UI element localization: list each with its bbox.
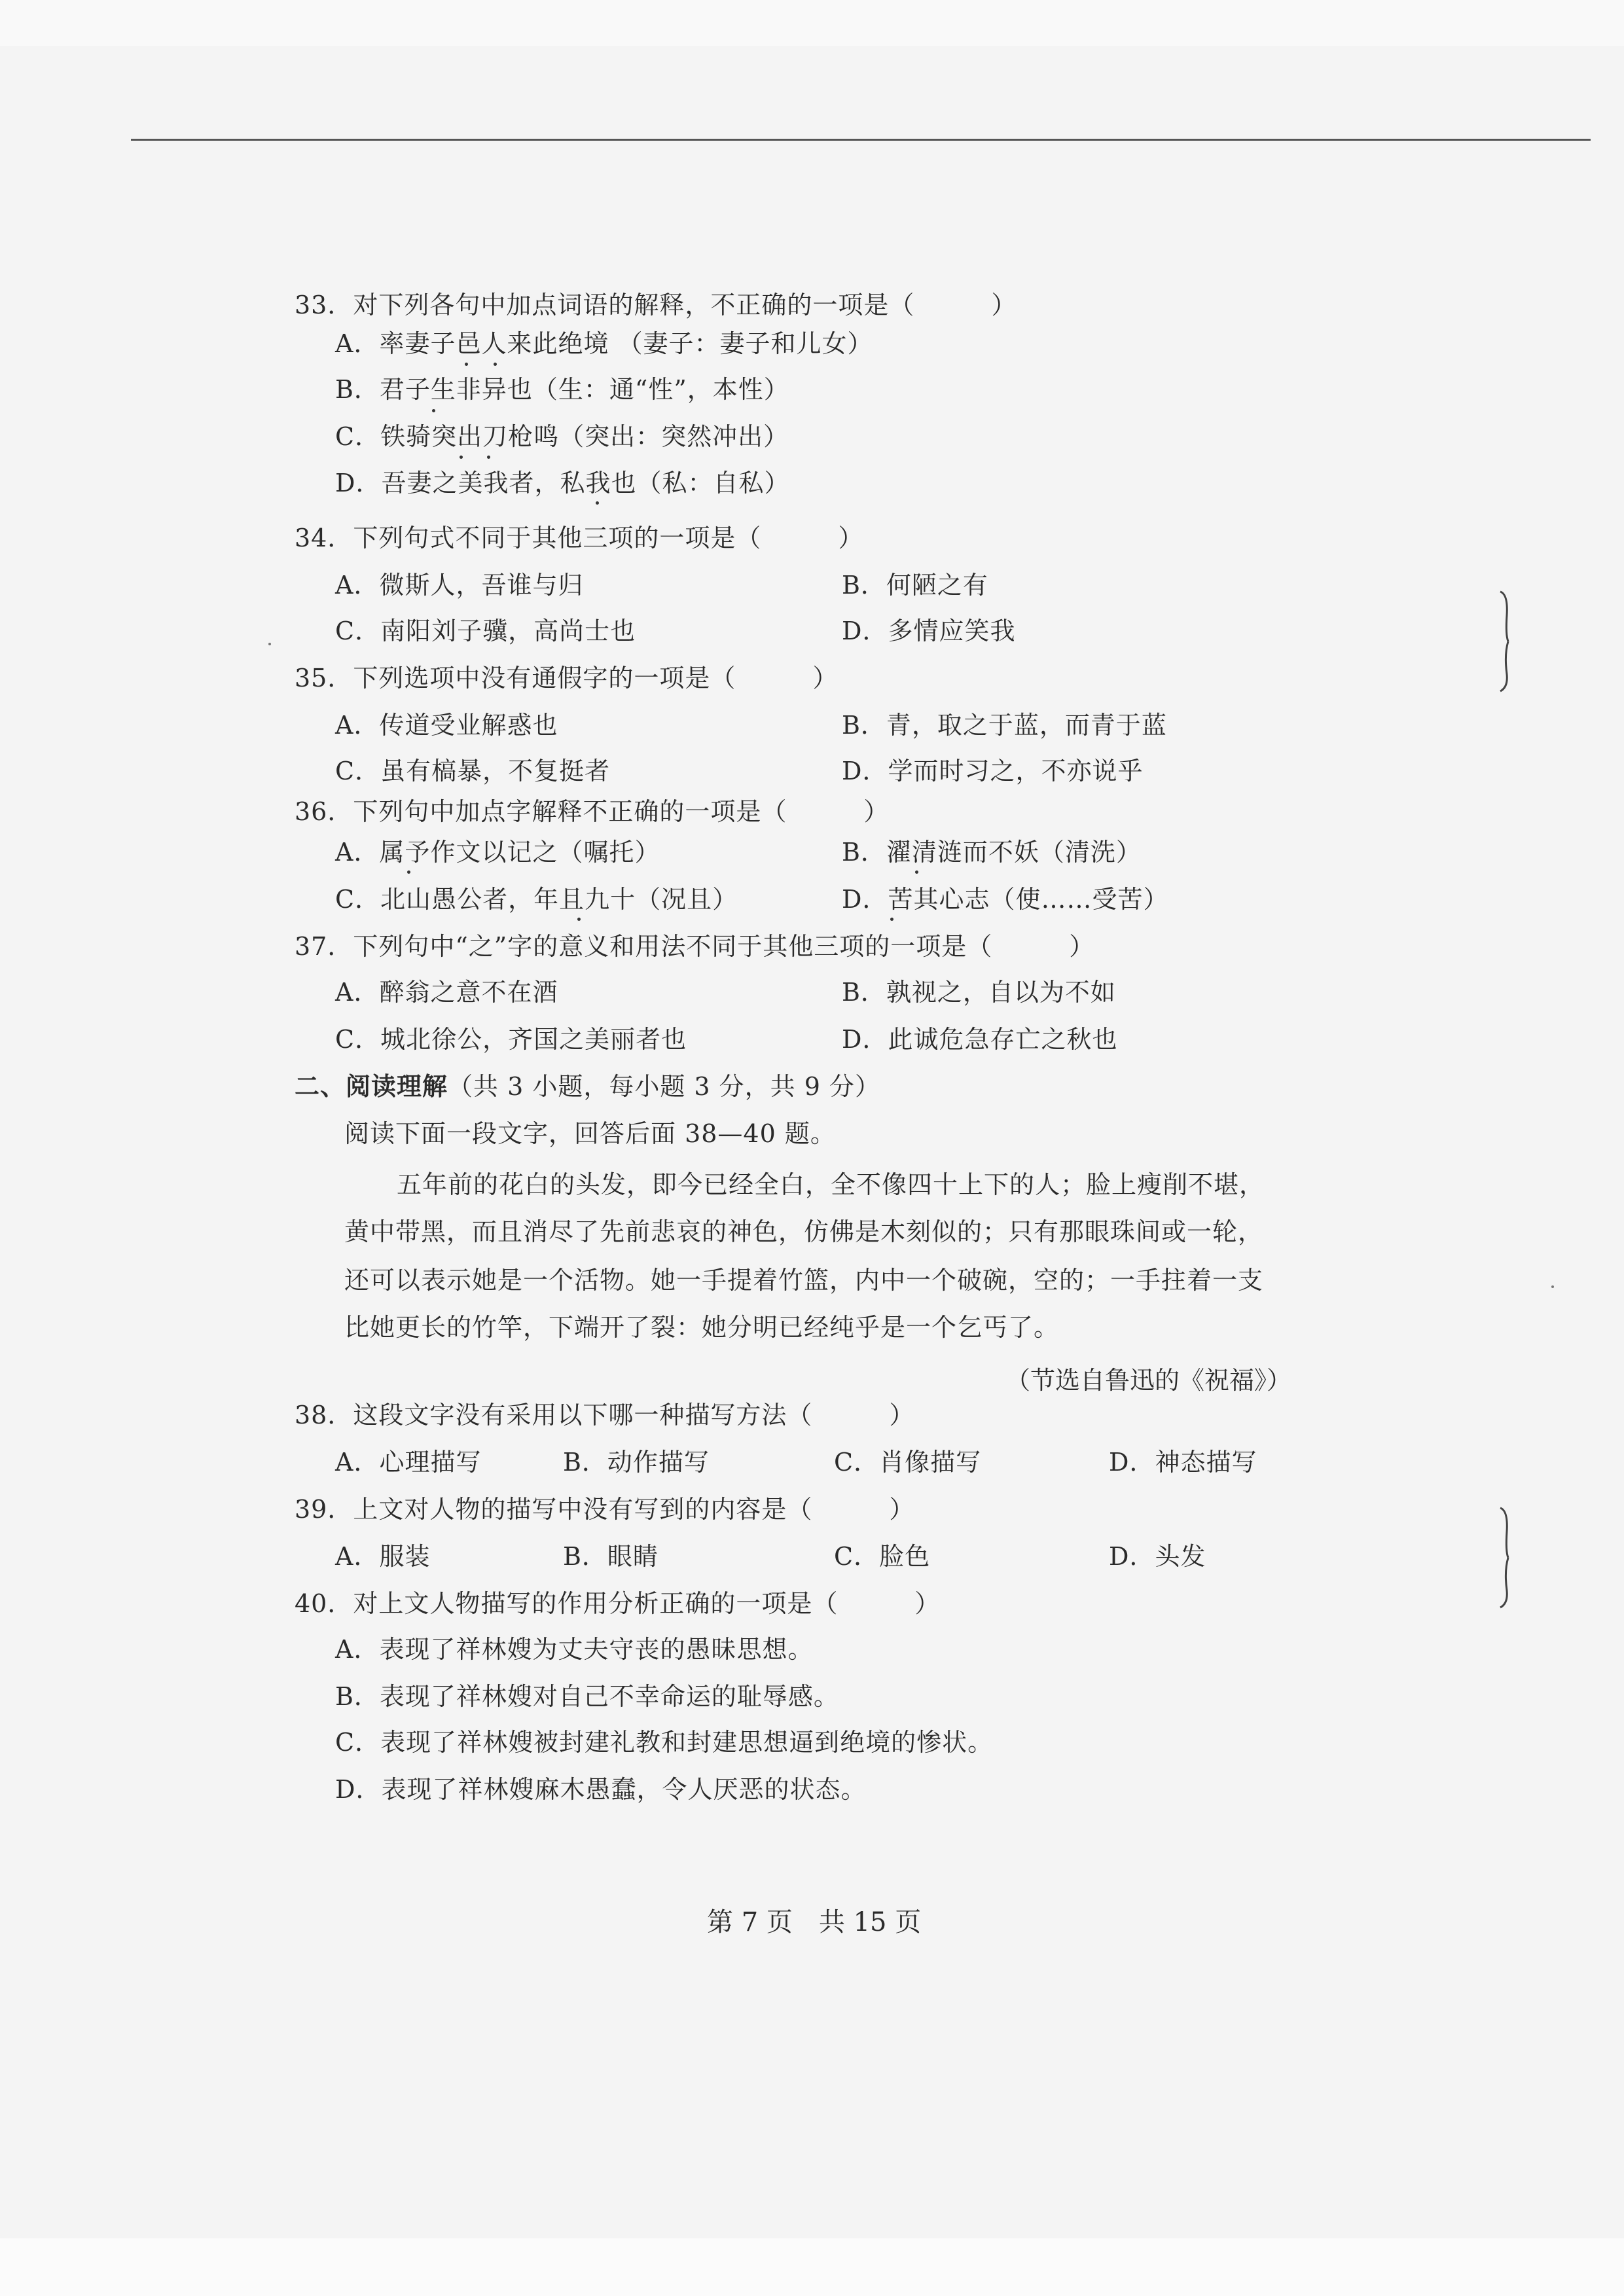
emphasis-dot [915,870,918,874]
q38-option-c: C．肖像描写 [834,1448,982,1477]
reading-instruction: 阅读下面一段文字，回答后面 38—40 题。 [344,1119,836,1148]
q37-option-a: A．醉翁之意不在酒 [335,978,558,1007]
q33-option-d: D．吾妻之美我者，私我也（私：自私） [335,469,790,497]
q38-option-a: A．心理描写 [335,1448,482,1477]
passage-source: （节选自鲁迅的《祝福》） [1005,1366,1292,1395]
q37-option-c: C．城北徐公，齐国之美丽者也 [335,1025,687,1054]
q37-option-b: B．孰视之，自以为不如 [842,978,1116,1007]
passage-line: 五年前的花白的头发，即今已经全白，全不像四十上下的人；脸上瘦削不堪， [397,1170,1265,1199]
q36-option-a: A．属予作文以记之（嘱托） [335,838,660,867]
emphasis-dot [494,363,497,366]
section-scoring-note: （共 3 小题，每小题 3 分，共 9 分） [448,1072,881,1101]
emphasis-dot [432,409,435,412]
emphasis-dot [577,918,581,921]
q33-option-b: B．君子生非异也（生：通“性”，本性） [335,375,789,404]
passage-line: 比她更长的竹竿，下端开了裂：她分明已经纯乎是一个乞丐了。 [344,1313,1060,1342]
header-rule [131,139,1591,141]
q33-option-c: C．铁骑突出刀枪鸣（突出：突然冲出） [335,422,789,451]
q37-option-d: D．此诚危急存亡之秋也 [842,1025,1118,1054]
question-34-stem: 34．下列句式不同于其他三项的一项是（ ） [295,524,864,552]
q34-option-a: A．微斯人，吾谁与归 [335,571,584,600]
section-title: 二、阅读理解 [295,1071,448,1101]
q39-option-d: D．头发 [1109,1542,1206,1571]
q35-option-b: B．青，取之于蓝，而青于蓝 [842,711,1167,740]
question-38-stem: 38．这段文字没有采用以下哪一种描写方法（ ） [295,1401,915,1429]
question-37-stem: 37．下列句中“之”字的意义和用法不同于其他三项的一项是（ ） [295,932,1095,961]
scan-speck [1551,1285,1554,1288]
q35-option-a: A．传道受业解惑也 [335,711,558,740]
section-heading [295,1072,880,1101]
emphasis-dot [890,918,893,921]
q39-option-c: C．脸色 [834,1542,931,1571]
q40-option-a: A．表现了祥林嫂为丈夫守丧的愚昧思想。 [335,1635,814,1664]
page-number-footer: 第 7 页 共 15 页 [707,1907,922,1937]
question-39-stem: 39．上文对人物的描写中没有写到的内容是（ ） [295,1495,915,1524]
q35-option-d: D．学而时习之，不亦说乎 [842,757,1144,785]
scan-speck [268,643,271,645]
q40-option-c: C．表现了祥林嫂被封建礼教和封建思想逼到绝境的惨状。 [335,1728,994,1757]
q36-option-c: C．北山愚公者，年且九十（况且） [335,885,738,914]
q38-option-d: D．神态描写 [1109,1448,1257,1477]
emphasis-dot [460,456,463,459]
q34-option-d: D．多情应笑我 [842,617,1016,645]
emphasis-dot [465,363,468,366]
emphasis-dot [596,501,599,505]
q35-option-c: C．虽有槁暴，不复挺者 [335,757,611,785]
passage-line: 还可以表示她是一个活物。她一手提着竹篮，内中一个破碗，空的；一手拄着一支 [344,1266,1264,1295]
q36-option-b: B．濯清涟而不妖（清洗） [842,838,1142,867]
staple-mark-icon [1498,1505,1512,1577]
passage-line: 黄中带黑，而且消尽了先前悲哀的神色，仿佛是木刻似的；只有那眼珠间或一轮， [344,1217,1264,1246]
scan-edge [0,2238,1624,2296]
q34-option-b: B．何陋之有 [842,571,988,600]
staple-mark-icon [1498,589,1512,661]
q34-option-c: C．南阳刘子骥，高尚士也 [335,617,636,645]
q36-option-d: D．苦其心志（使……受苦） [842,885,1169,914]
question-36-stem: 36．下列句中加点字解释不正确的一项是（ ） [295,797,890,826]
question-35-stem: 35．下列选项中没有通假字的一项是（ ） [295,664,839,692]
emphasis-dot [487,456,490,459]
q33-option-a: A．率妻子邑人来此绝境 （妻子：妻子和儿女） [335,329,873,358]
emphasis-dot [407,870,410,874]
q38-option-b: B．动作描写 [563,1448,710,1477]
q40-option-b: B．表现了祥林嫂对自己不幸命运的耻辱感。 [335,1682,839,1711]
q39-option-a: A．服装 [335,1542,431,1571]
q40-option-d: D．表现了祥林嫂麻木愚蠢，令人厌恶的状态。 [335,1775,867,1804]
scan-edge [0,0,1624,46]
question-33-stem: 33．对下列各句中加点词语的解释，不正确的一项是（ ） [295,291,1017,319]
q39-option-b: B．眼睛 [563,1542,659,1571]
question-40-stem: 40．对上文人物描写的作用分析正确的一项是（ ） [295,1589,941,1618]
